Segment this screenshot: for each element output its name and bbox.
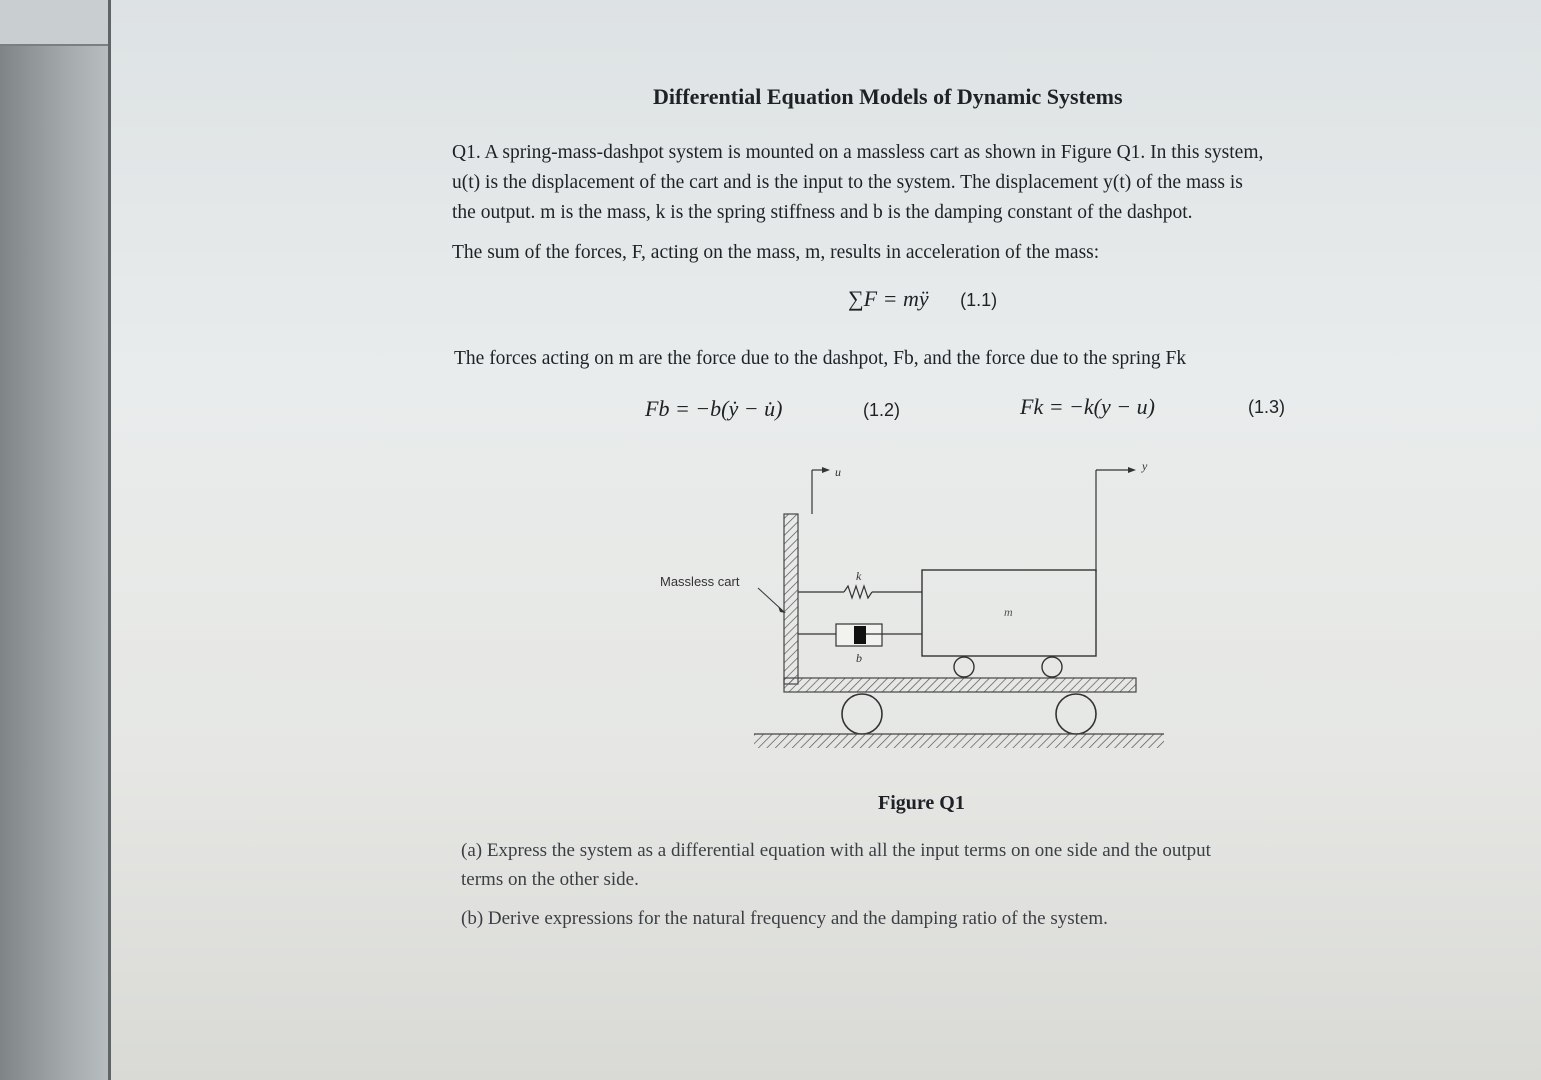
cart-wheel-right: [1056, 694, 1096, 734]
part-a-text: [461, 836, 1211, 894]
label-y: y: [1142, 459, 1148, 473]
label-m: m: [1004, 605, 1013, 619]
forces-sentence: The forces acting on m are the force due to the dashpot, Fb, and the force due to the spring Fk: [454, 348, 1187, 369]
cart-wall: [784, 514, 798, 684]
cart-base: [784, 678, 1136, 692]
figure-caption: Figure Q1: [878, 792, 965, 814]
mass-wheel-left: [954, 657, 974, 677]
label-b: b: [856, 651, 862, 665]
spring: [798, 569, 922, 598]
equation-1-3-label: (1.3): [1248, 397, 1286, 417]
equation-1-2-expr: Fb = −b(ẏ − u̇): [645, 396, 783, 421]
q1-line-2: u(t) is the displacement of the cart and is the input to the system. The displacement y(t) of the mass is: [452, 172, 1243, 193]
part-a-line-2: terms on the other side.: [461, 869, 639, 890]
q1-line-1: Q1. A spring-mass-dashpot system is mounted on a massless cart as shown in Figure Q1. In this system,: [452, 142, 1264, 163]
window-strip: [0, 0, 110, 46]
document-title: Differential Equation Models of Dynamic Systems: [653, 84, 1123, 109]
q1-line-3: the output. m is the mass, k is the spring stiffness and b is the damping constant of the dashpot.: [452, 202, 1193, 223]
part-b-text: (b) Derive expressions for the natural frequency and the damping ratio of the system.: [461, 908, 1108, 929]
label-u: u: [835, 465, 841, 479]
dashpot: [798, 624, 922, 665]
mass-wheel-right: [1042, 657, 1062, 677]
equation-1-1: [848, 286, 997, 312]
equation-1-2-label: (1.2): [863, 400, 901, 420]
page-edge: [108, 0, 111, 1080]
cart-wheel-left: [842, 694, 882, 734]
equation-1-1-expr: ∑F = mÿ: [848, 286, 929, 311]
label-k: k: [856, 569, 862, 583]
part-a-line-1: (a) Express the system as a differential equation with all the input terms on one side and the output: [461, 840, 1211, 861]
question-1-text: [452, 138, 1412, 228]
sum-of-forces-sentence: The sum of the forces, F, acting on the mass, m, results in acceleration of the mass:: [452, 242, 1100, 263]
equation-1-1-label: (1.1): [960, 290, 998, 310]
equation-1-3-expr: Fk = −k(y − u): [1020, 394, 1155, 419]
ground: [754, 734, 1164, 748]
u-arrow: [812, 465, 841, 514]
label-massless-cart: Massless cart: [660, 574, 740, 589]
y-arrow: [1096, 459, 1148, 572]
figure-q1-diagram: [640, 450, 1180, 760]
monitor-bezel-left: [0, 0, 110, 1080]
